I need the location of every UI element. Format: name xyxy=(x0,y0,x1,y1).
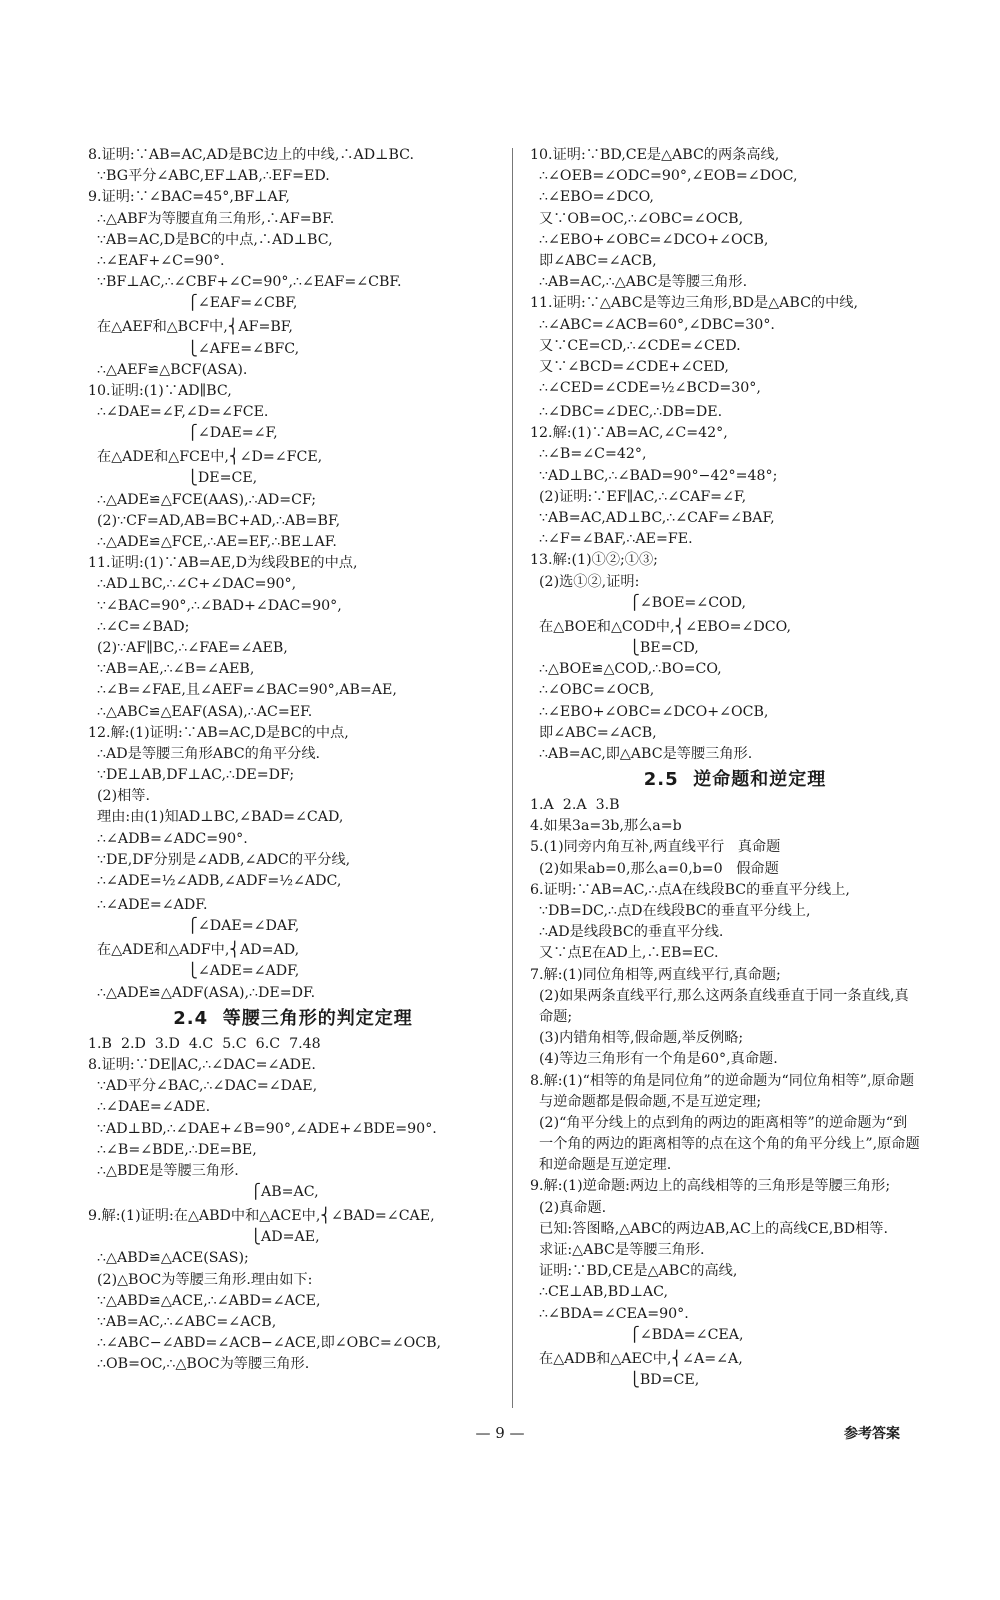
text-line: ∴∠ABC=∠ACB=60°,∠DBC=30°. xyxy=(530,316,775,333)
text-line: ∴△ADE≌△ADF(ASA),∴DE=DF. xyxy=(88,984,316,1001)
text-line: ∴△BOE≌△COD,∴BO=CO, xyxy=(530,661,722,678)
text-line: 又∵∠BCD=∠CDE+∠CED, xyxy=(530,358,729,375)
text-line: ∵△ABD≌△ACE,∴∠ABD=∠ACE, xyxy=(88,1292,321,1309)
text-line: (2)真命题. xyxy=(530,1199,607,1216)
text-line: ⎧∠DAE=∠F, xyxy=(88,425,278,442)
text-line: (2)∵CF=AD,AB=BC+AD,∴AB=BF, xyxy=(88,512,341,529)
text-line: ∴∠B=∠BDE,∴DE=BE, xyxy=(88,1141,257,1158)
footer-label: 参考答案 xyxy=(844,1426,900,1442)
page-number: — 9 — xyxy=(475,1424,525,1442)
text-line: ∴∠DAE=∠ADE. xyxy=(88,1099,211,1116)
text-line: ∴∠BDA=∠CEA=90°. xyxy=(530,1305,689,1322)
text-line: ⎧AB=AC, xyxy=(88,1184,319,1201)
text-line: ∴∠CED=∠CDE=½∠BCD=30°, xyxy=(530,380,761,397)
text-line: ∴∠EBO+∠OBC=∠DCO+∠OCB, xyxy=(530,231,769,248)
text-line: 6.证明:∵AB=AC,∴点A在线段BC的垂直平分线上, xyxy=(530,881,850,898)
text-line: ∴AD是等腰三角形ABC的角平分线. xyxy=(88,745,321,762)
text-line: 12.解:(1)证明:∵AB=AC,D是BC的中点, xyxy=(88,724,349,741)
text-line: ⎧∠BDA=∠CEA, xyxy=(530,1326,744,1343)
text-line: ∴OB=OC,∴△BOC为等腰三角形. xyxy=(88,1356,310,1373)
text-line: ∴CE⊥AB,BD⊥AC, xyxy=(530,1284,669,1301)
text-line: (2)证明:∵EF∥AC,∴∠CAF=∠F, xyxy=(530,488,747,505)
text-line: 8.证明:∵DE∥AC,∴∠DAC=∠ADE. xyxy=(88,1056,316,1073)
text-line: 10.证明:(1)∵AD∥BC, xyxy=(88,382,232,399)
text-line: ∵AD平分∠BAC,∴∠DAC=∠DAE, xyxy=(88,1078,318,1095)
text-line: ∴∠B=∠FAE,且∠AEF=∠BAC=90°,AB=AE, xyxy=(88,682,397,699)
text-line: ∴AD是线段BC的垂直平分线. xyxy=(530,924,724,941)
text-line: 8.解:(1)“相等的角是同位角”的逆命题为“同位角相等”,原命题 xyxy=(530,1072,915,1089)
text-line: 一个角的两边的距离相等的点在这个角的角平分线上”,原命题 xyxy=(530,1136,920,1153)
text-line: 求证:△ABC是等腰三角形. xyxy=(530,1242,705,1258)
text-line: (2)相等. xyxy=(88,788,151,805)
text-line: ∵AD⊥BD,∴∠DAE+∠B=90°,∠ADE+∠BDE=90°. xyxy=(88,1120,437,1137)
text-line: ∴∠ADB=∠ADC=90°. xyxy=(88,830,248,847)
text-line: 在△ADB和△AEC中,⎨∠A=∠A, xyxy=(530,1350,743,1367)
text-line: 又∵OB=OC,∴∠OBC=∠OCB, xyxy=(530,210,744,227)
text-line: ∴△ABC≌△EAF(ASA),∴AC=EF. xyxy=(88,703,313,720)
text-line: ⎩AD=AE, xyxy=(88,1229,320,1246)
text-line: (2)如果ab=0,那么a=0,b=0 假命题 xyxy=(530,860,779,877)
text-line: ∵BF⊥AC,∴∠CBF+∠C=90°,∴∠EAF=∠CBF. xyxy=(88,274,402,291)
text-line: 9.解:(1)逆命题:两边上的高线相等的三角形是等腰三角形; xyxy=(530,1178,891,1195)
text-line: 和逆命题是互逆定理. xyxy=(530,1157,672,1174)
text-line: ∴∠EBO=∠DCO, xyxy=(530,189,654,206)
text-line: ∴∠C=∠BAD; xyxy=(88,618,190,635)
text-line: (4)等边三角形有一个角是60°,真命题. xyxy=(530,1051,778,1068)
text-line: 8.证明:∵AB=AC,AD是BC边上的中线,∴AD⊥BC. xyxy=(88,147,415,163)
text-line: ∴∠OBC=∠OCB, xyxy=(530,682,655,699)
text-line: 13.解:(1)①②;①③; xyxy=(530,552,658,569)
text-line: 在△AEF和△BCF中,⎨AF=BF, xyxy=(88,319,293,336)
text-line: ∴∠EAF+∠C=90°. xyxy=(88,252,225,269)
text-line: 又∵点E在AD上,∴EB=EC. xyxy=(530,945,719,962)
text-line: 即∠ABC=∠ACB, xyxy=(530,724,657,741)
text-line: 即∠ABC=∠ACB, xyxy=(530,252,657,269)
text-line: 已知:答图略,△ABC的两边AB,AC上的高线CE,BD相等. xyxy=(530,1220,888,1237)
text-line: ∴△ADE≌△FCE,∴AE=EF,∴BE⊥AF. xyxy=(88,534,337,550)
text-line: ∴∠ADE=∠ADF. xyxy=(88,897,208,913)
text-line: (2)∵AF∥BC,∴∠FAE=∠AEB, xyxy=(88,639,288,656)
text-line: ∴△BDE是等腰三角形. xyxy=(88,1162,239,1179)
text-line: ∴AB=AC,即△ABC是等腰三角形. xyxy=(530,745,753,762)
text-line: ⎧∠BOE=∠COD, xyxy=(530,594,747,611)
text-line: ∵DB=DC,∴点D在线段BC的垂直平分线上, xyxy=(530,903,811,919)
text-line: 1.A 2.A 3.B xyxy=(530,797,620,814)
text-line: ⎧∠DAE=∠DAF, xyxy=(88,918,300,935)
text-line: ∴∠ABC−∠ABD=∠ACB−∠ACE,即∠OBC=∠OCB, xyxy=(88,1335,442,1352)
text-line: ⎩∠AFE=∠BFC, xyxy=(88,340,300,357)
text-line: ∴AB=AC,∴△ABC是等腰三角形. xyxy=(530,274,748,291)
text-line: ∴∠DAE=∠F,∠D=∠FCE. xyxy=(88,404,269,421)
text-line: ⎩BE=CD, xyxy=(530,639,699,656)
text-line: 又∵CE=CD,∴∠CDE=∠CED. xyxy=(530,337,741,354)
text-line: ∵AB=AC,D是BC的中点,∴AD⊥BC, xyxy=(88,231,333,248)
text-line: 7.解:(1)同位角相等,两直线平行,真命题; xyxy=(530,966,781,983)
text-line: (2)△BOC为等腰三角形.理由如下: xyxy=(88,1271,313,1288)
text-line: 命题; xyxy=(530,1008,573,1025)
text-line: 9.解:(1)证明:在△ABD中和△ACE中,⎨∠BAD=∠CAE, xyxy=(88,1208,435,1225)
text-line: ∵AD⊥BC,∴∠BAD=90°−42°=48°; xyxy=(530,467,778,484)
left-column xyxy=(88,145,498,1376)
section-heading: 2.4 等腰三角形的判定定理 xyxy=(173,1007,413,1029)
text-line: ∴∠ADE=½∠ADB,∠ADF=½∠ADC, xyxy=(88,873,342,889)
text-line: 5.(1)同旁内角互补,两直线平行 真命题 xyxy=(530,839,781,856)
text-line: ∴△ADE≌△FCE(AAS),∴AD=CF; xyxy=(88,491,317,508)
text-line: ∵DE,DF分别是∠ADB,∠ADC的平分线, xyxy=(88,851,351,868)
text-line: 4.如果3a=3b,那么a=b xyxy=(530,818,682,835)
text-line: ∵DE⊥AB,DF⊥AC,∴DE=DF; xyxy=(88,767,295,784)
text-line: 在△ADE和△FCE中,⎨∠D=∠FCE, xyxy=(88,449,323,466)
text-line: (2)“角平分线上的点到角的两边的距离相等”的逆命题为“到 xyxy=(530,1114,908,1131)
text-line: 1.B 2.D 3.D 4.C 5.C 6.C 7.48 xyxy=(88,1035,321,1052)
text-line: ∵AB=AC,AD⊥BC,∴∠CAF=∠BAF, xyxy=(530,510,775,526)
text-line: ∴∠EBO+∠OBC=∠DCO+∠OCB, xyxy=(530,703,769,720)
text-line: (3)内错角相等,假命题,举反例略; xyxy=(530,1030,744,1047)
text-line: ⎩∠ADE=∠ADF, xyxy=(88,963,300,980)
text-line: ∵BG平分∠ABC,EF⊥AB,∴EF=ED. xyxy=(88,168,330,185)
text-line: ∴△AEF≌△BCF(ASA). xyxy=(88,361,248,378)
text-line: 证明:∵BD,CE是△ABC的高线, xyxy=(530,1263,738,1280)
text-line: 在△BOE和△COD中,⎨∠EBO=∠DCO, xyxy=(530,618,791,635)
section-heading: 2.5 逆命题和逆定理 xyxy=(643,769,827,791)
text-line: (2)如果两条直线平行,那么这两条直线垂直于同一条直线,真 xyxy=(530,987,909,1004)
text-line: ∴∠OEB=∠ODC=90°,∠EOB=∠DOC, xyxy=(530,168,798,185)
text-line: ∴∠F=∠BAF,∴AE=FE. xyxy=(530,531,693,548)
text-line: 10.证明:∵BD,CE是△ABC的两条高线, xyxy=(530,147,780,163)
text-line: 11.证明:∵△ABC是等边三角形,BD是△ABC的中线, xyxy=(530,295,859,312)
text-line: 理由:由(1)知AD⊥BC,∠BAD=∠CAD, xyxy=(88,809,344,826)
text-line: ∴△ABD≌△ACE(SAS); xyxy=(88,1250,249,1267)
text-line: ⎧∠EAF=∠CBF, xyxy=(88,295,298,312)
text-line: 9.证明:∵∠BAC=45°,BF⊥AF, xyxy=(88,189,290,206)
text-line: ⎩DE=CE, xyxy=(88,470,258,487)
text-line: (2)选①②,证明: xyxy=(530,573,640,590)
text-line: ∴∠DBC=∠DEC,∴DB=DE. xyxy=(530,404,723,421)
right-column xyxy=(530,145,940,1391)
text-line: ∵AB=AC,∴∠ABC=∠ACB, xyxy=(88,1314,277,1330)
text-line: 12.解:(1)∵AB=AC,∠C=42°, xyxy=(530,425,728,442)
text-line: ∵∠BAC=90°,∴∠BAD+∠DAC=90°, xyxy=(88,597,342,614)
text-line: ∴AD⊥BC,∴∠C+∠DAC=90°, xyxy=(88,576,297,593)
text-line: ∴∠B=∠C=42°, xyxy=(530,446,647,463)
text-line: 与逆命题都是假命题,不是互逆定理; xyxy=(530,1093,762,1110)
column-divider xyxy=(512,148,513,1408)
text-line: 在△ADE和△ADF中,⎨AD=AD, xyxy=(88,942,300,959)
text-line: 11.证明:(1)∵AB=AE,D为线段BE的中点, xyxy=(88,555,358,572)
text-line: ⎩BD=CE, xyxy=(530,1371,700,1388)
text-line: ∵AB=AE,∴∠B=∠AEB, xyxy=(88,661,255,678)
text-line: ∴△ABF为等腰直角三角形,∴AF=BF. xyxy=(88,210,335,227)
